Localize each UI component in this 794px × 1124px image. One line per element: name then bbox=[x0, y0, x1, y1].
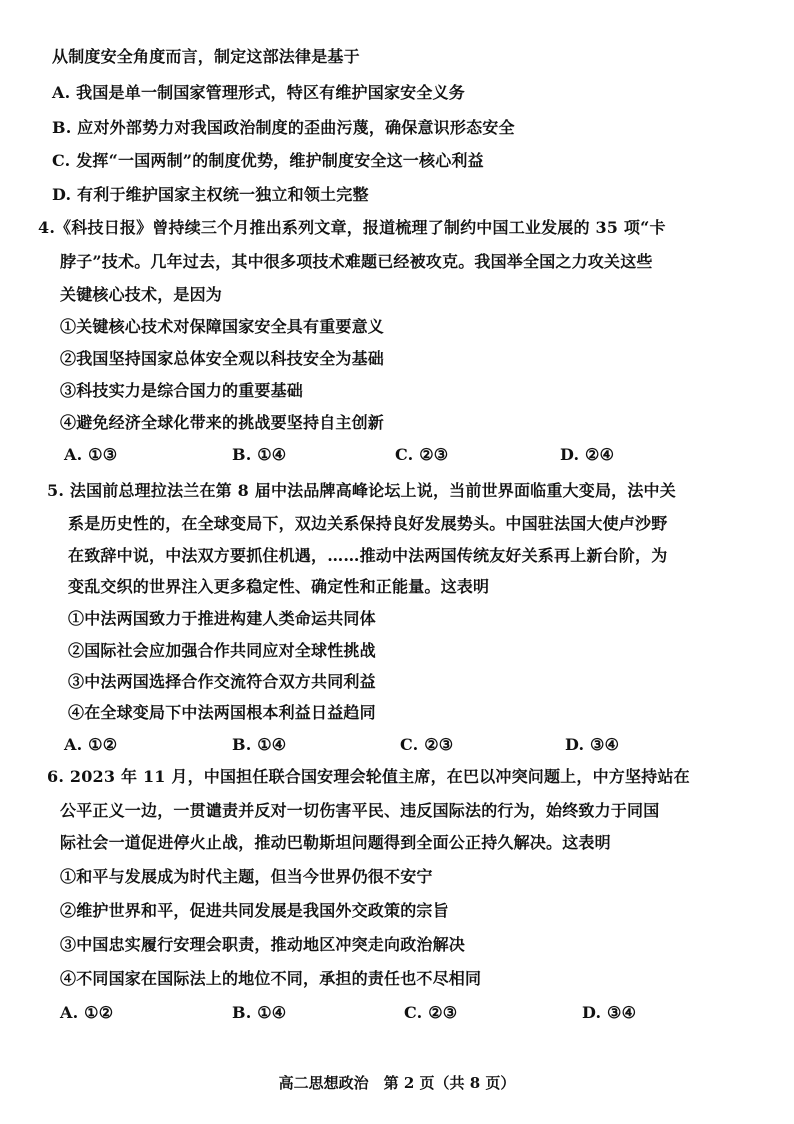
q3-option-d: D. 有利于维护国家主权统一独立和领土完整 bbox=[52, 185, 369, 204]
q3-option-a: A. 我国是单一制国家管理形式，特区有维护国家安全义务 bbox=[52, 83, 465, 102]
q5-stem-line-1: 5. 法国前总理拉法兰在第 8 届中法品牌高峰论坛上说，当前世界面临重大变局，法中关 bbox=[47, 481, 676, 500]
q3-option-b: B. 应对外部势力对我国政治制度的歪曲污蔑，确保意识形态安全 bbox=[52, 118, 515, 137]
q4-choice-d: D. ②④ bbox=[560, 445, 615, 464]
q5-stem-line-3: 在致辞中说，中法双方要抓住机遇，……推动中法两国传统友好关系再上新台阶，为 bbox=[68, 546, 668, 565]
q5-item-4: ④在全球变局下中法两国根本利益日益趋同 bbox=[68, 703, 376, 722]
q5-stem-line-4: 变乱交织的世界注入更多稳定性、确定性和正能量。这表明 bbox=[68, 577, 490, 596]
q6-item-2: ②维护世界和平，促进共同发展是我国外交政策的宗旨 bbox=[60, 901, 449, 920]
q6-stem-line-3: 际社会一道促进停火止战，推动巴勒斯坦问题得到全面公正持久解决。这表明 bbox=[60, 833, 611, 852]
page-footer: 高二思想政治 第 2 页（共 8 页） bbox=[278, 1074, 516, 1092]
q4-stem-line-3: 关键核心技术，是因为 bbox=[60, 285, 223, 304]
q5-item-2: ②国际社会应加强合作共同应对全球性挑战 bbox=[68, 641, 376, 660]
q6-choice-b: B. ①④ bbox=[232, 1003, 287, 1022]
q4-choice-a: A. ①③ bbox=[64, 445, 118, 464]
q5-choice-d: D. ③④ bbox=[565, 735, 620, 754]
q3-stem-tail: 从制度安全角度而言，制定这部法律是基于 bbox=[52, 47, 360, 66]
q4-item-1: ①关键核心技术对保障国家安全具有重要意义 bbox=[60, 317, 385, 336]
q5-item-3: ③中法两国选择合作交流符合双方共同利益 bbox=[68, 672, 376, 691]
q5-choice-b: B. ①④ bbox=[232, 735, 287, 754]
q3-option-c: C. 发挥“一国两制”的制度优势，维护制度安全这一核心利益 bbox=[52, 151, 484, 170]
q6-choice-c: C. ②③ bbox=[404, 1003, 458, 1022]
q6-stem-line-1: 6. 2023 年 11 月，中国担任联合国安理会轮值主席，在巴以冲突问题上，中方坚持站在 bbox=[47, 767, 690, 786]
q4-item-3: ③科技实力是综合国力的重要基础 bbox=[60, 381, 304, 400]
q6-item-3: ③中国忠实履行安理会职责，推动地区冲突走向政治解决 bbox=[60, 935, 466, 954]
q4-stem-line-1: 4.《科技日报》曾持续三个月推出系列文章，报道梳理了制约中国工业发展的 35 项“卡 bbox=[38, 218, 666, 237]
q5-choice-a: A. ①② bbox=[64, 735, 118, 754]
q6-choice-d: D. ③④ bbox=[582, 1003, 637, 1022]
q6-item-1: ①和平与发展成为时代主题，但当今世界仍很不安宁 bbox=[60, 867, 433, 886]
q5-choice-c: C. ②③ bbox=[400, 735, 454, 754]
q5-item-1: ①中法两国致力于推进构建人类命运共同体 bbox=[68, 609, 376, 628]
q4-choice-c: C. ②③ bbox=[395, 445, 449, 464]
q6-item-4: ④不同国家在国际法上的地位不同，承担的责任也不尽相同 bbox=[60, 969, 482, 988]
q5-stem-line-2: 系是历史性的，在全球变局下，双边关系保持良好发展势头。中国驻法国大使卢沙野 bbox=[68, 514, 668, 533]
q4-stem-line-2: 脖子”技术。几年过去，其中很多项技术难题已经被攻克。我国举全国之力攻关这些 bbox=[60, 252, 653, 271]
q4-item-2: ②我国坚持国家总体安全观以科技安全为基础 bbox=[60, 349, 385, 368]
q6-stem-line-2: 公平正义一边，一贯谴责并反对一切伤害平民、违反国际法的行为，始终致力于同国 bbox=[60, 801, 660, 820]
q4-item-4: ④避免经济全球化带来的挑战要坚持自主创新 bbox=[60, 413, 385, 432]
q6-choice-a: A. ①② bbox=[60, 1003, 114, 1022]
q4-choice-b: B. ①④ bbox=[232, 445, 287, 464]
